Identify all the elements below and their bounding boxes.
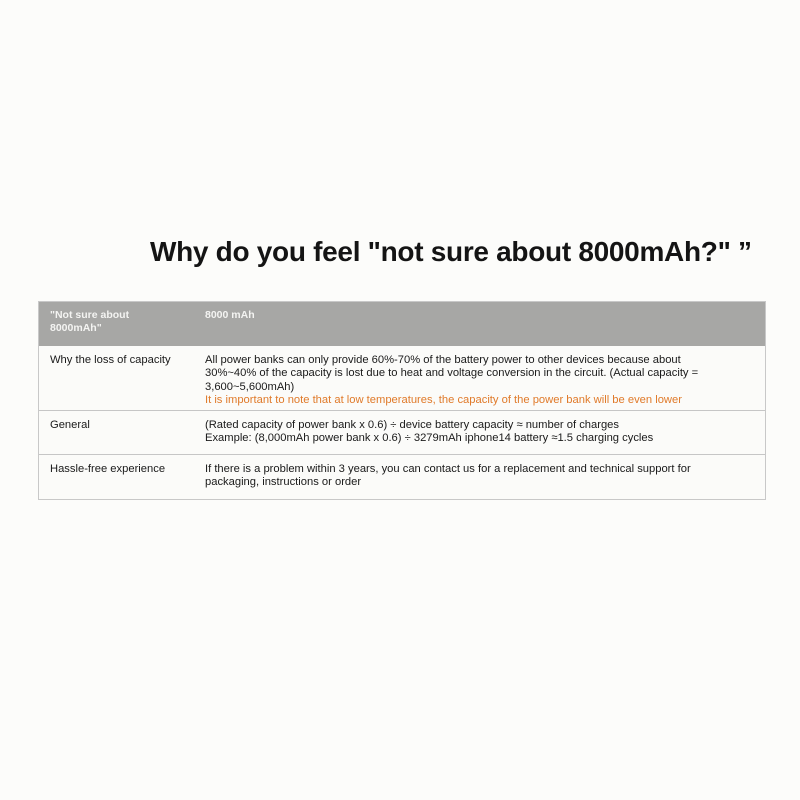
header-label-line: "Not sure about [50,309,130,321]
row-text-line: 30%~40% of the capacity is lost due to heat and voltage conversion in the circuit. (Actual capacity = [205,367,699,380]
row-label: General [50,419,90,431]
table-header-row [39,302,765,346]
row-value [205,346,765,410]
table-row [39,411,765,455]
row-text-line: packaging, instructions or order [205,476,362,489]
row-label: Why the loss of capacity [50,354,171,366]
page-title: Why do you feel "not sure about 8000mAh?" ” [150,236,752,267]
row-text-line: 3,600~5,600mAh) [205,380,295,393]
table-row [39,346,765,411]
row-text-line: If there is a problem within 3 years, you can contact us for a replacement and technical support for [205,463,691,475]
row-label: Hassle-free experience [50,463,166,475]
row-text-line: (Rated capacity of power bank x 0.6) ÷ device battery capacity ≈ number of charges [205,419,619,431]
table-row [39,455,765,499]
header-value-cell: 8000 mAh [205,309,255,321]
row-text-line: Example: (8,000mAh power bank x 0.6) ÷ 3279mAh iphone14 battery ≈1.5 charging cycles [205,432,654,445]
row-text-line: All power banks can only provide 60%-70% of the battery power to other devices because about [205,354,681,366]
header-label-cell [39,302,205,346]
header-label-line: 8000mAh" [50,322,102,334]
low-temperature-note: It is important to note that at low temperatures, the capacity of the power bank will be even lower [205,394,682,407]
row-value [205,455,765,499]
row-value [205,411,765,454]
comparison-table [38,301,766,500]
